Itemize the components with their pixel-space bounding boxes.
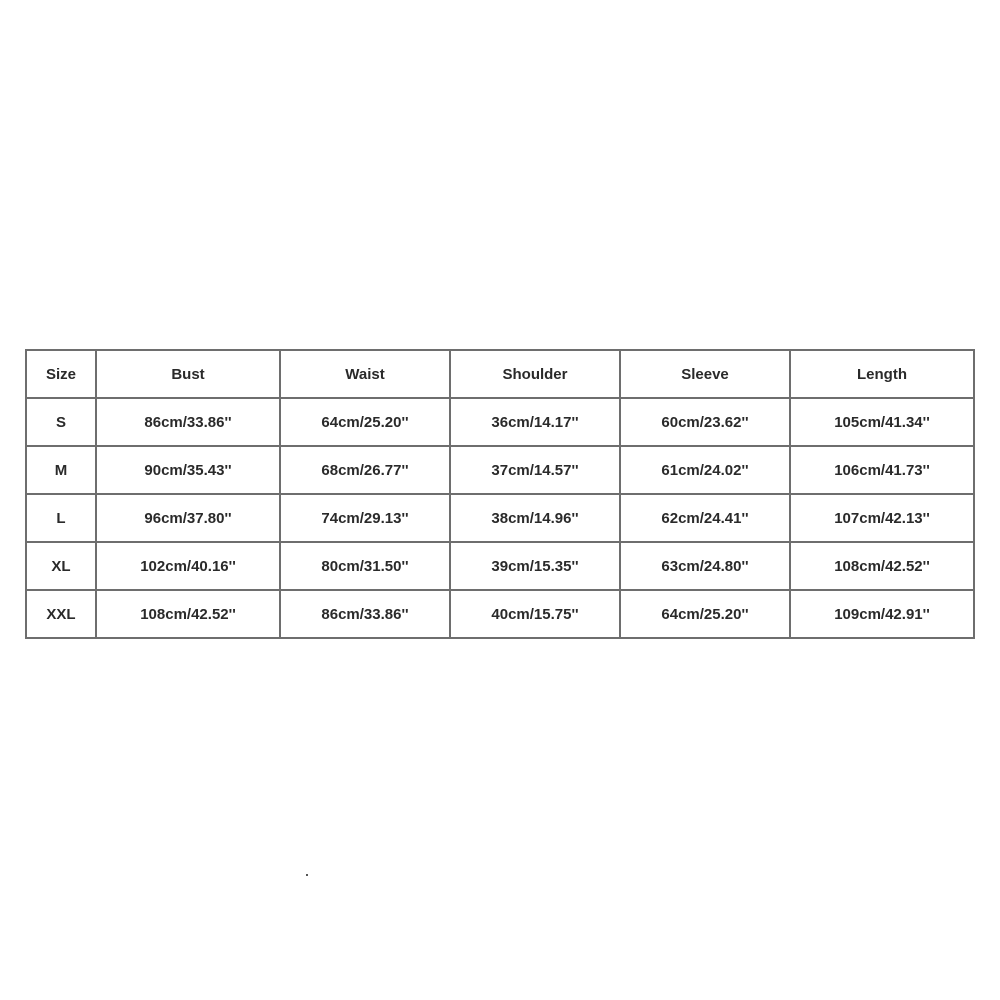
cell-size: L	[26, 494, 96, 542]
cell-waist: 68cm/26.77''	[280, 446, 450, 494]
table-row	[26, 398, 974, 446]
stray-dot	[306, 874, 308, 876]
cell-shoulder: 38cm/14.96''	[450, 494, 620, 542]
header-size: Size	[26, 350, 96, 398]
cell-size: M	[26, 446, 96, 494]
header-waist: Waist	[280, 350, 450, 398]
header-row	[26, 350, 974, 398]
cell-length: 105cm/41.34''	[790, 398, 974, 446]
cell-bust: 102cm/40.16''	[96, 542, 280, 590]
cell-bust: 90cm/35.43''	[96, 446, 280, 494]
cell-size: XL	[26, 542, 96, 590]
table-row	[26, 542, 974, 590]
cell-sleeve: 63cm/24.80''	[620, 542, 790, 590]
cell-length: 107cm/42.13''	[790, 494, 974, 542]
table-row	[26, 446, 974, 494]
cell-size: XXL	[26, 590, 96, 638]
header-sleeve: Sleeve	[620, 350, 790, 398]
table-row	[26, 494, 974, 542]
cell-length: 106cm/41.73''	[790, 446, 974, 494]
header-bust: Bust	[96, 350, 280, 398]
cell-bust: 86cm/33.86''	[96, 398, 280, 446]
cell-waist: 80cm/31.50''	[280, 542, 450, 590]
size-chart-table	[25, 349, 975, 639]
cell-shoulder: 36cm/14.17''	[450, 398, 620, 446]
cell-waist: 64cm/25.20''	[280, 398, 450, 446]
header-shoulder: Shoulder	[450, 350, 620, 398]
cell-sleeve: 61cm/24.02''	[620, 446, 790, 494]
cell-sleeve: 64cm/25.20''	[620, 590, 790, 638]
cell-bust: 108cm/42.52''	[96, 590, 280, 638]
cell-bust: 96cm/37.80''	[96, 494, 280, 542]
cell-length: 108cm/42.52''	[790, 542, 974, 590]
cell-shoulder: 40cm/15.75''	[450, 590, 620, 638]
cell-sleeve: 62cm/24.41''	[620, 494, 790, 542]
cell-shoulder: 39cm/15.35''	[450, 542, 620, 590]
cell-size: S	[26, 398, 96, 446]
table-row	[26, 590, 974, 638]
cell-shoulder: 37cm/14.57''	[450, 446, 620, 494]
header-length: Length	[790, 350, 974, 398]
cell-waist: 86cm/33.86''	[280, 590, 450, 638]
cell-sleeve: 60cm/23.62''	[620, 398, 790, 446]
cell-waist: 74cm/29.13''	[280, 494, 450, 542]
cell-length: 109cm/42.91''	[790, 590, 974, 638]
